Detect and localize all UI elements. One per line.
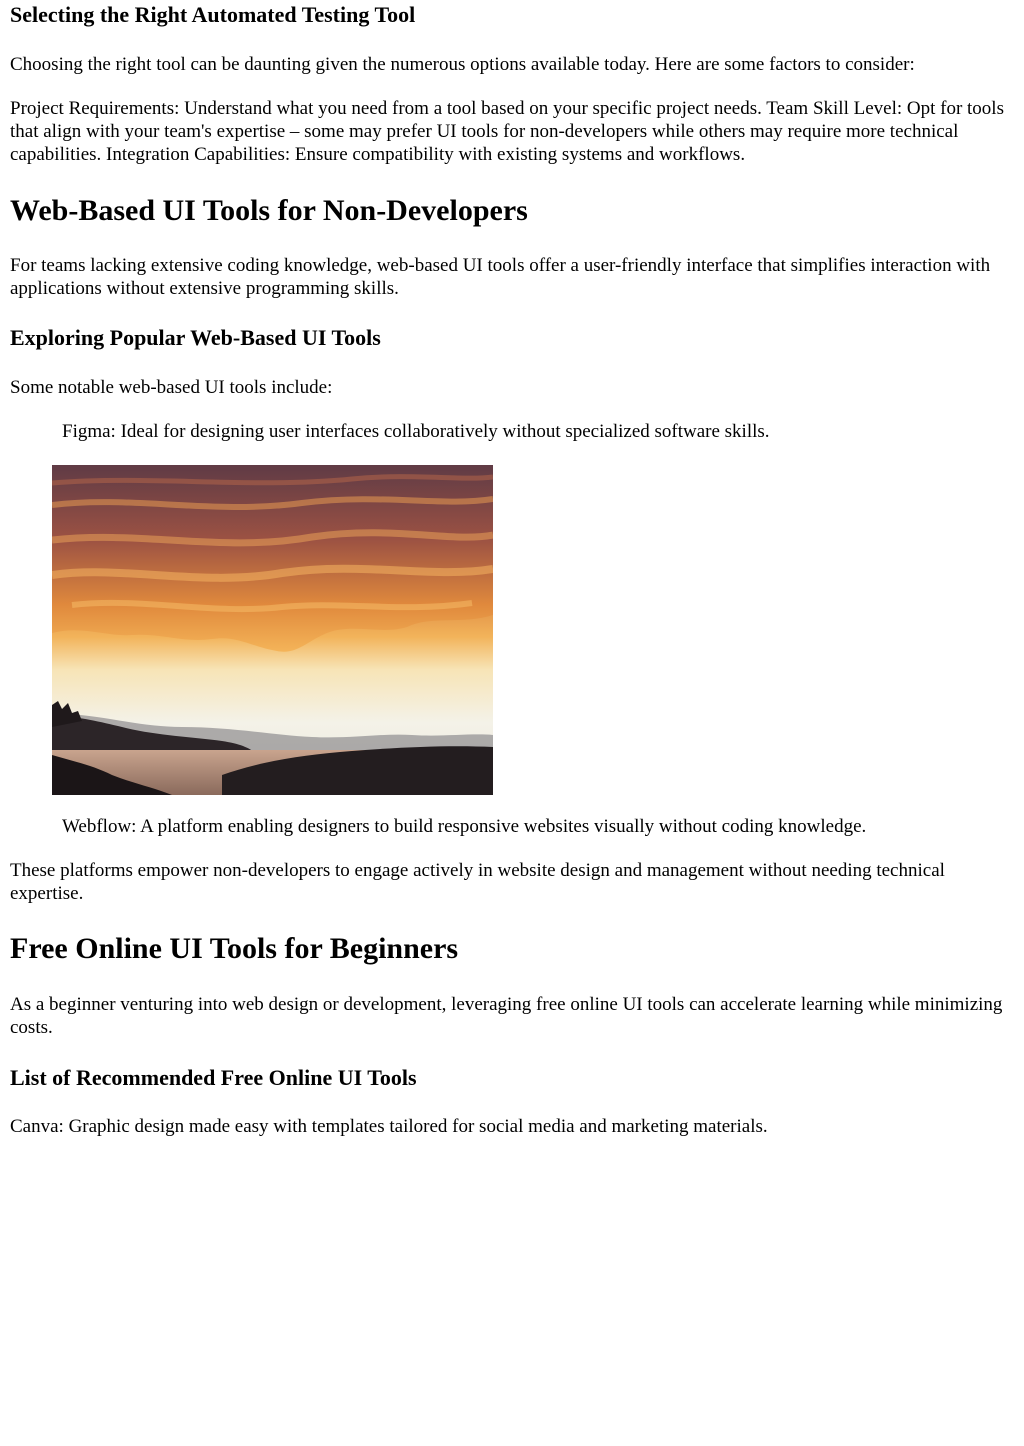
- web-tools-outro-paragraph: These platforms empower non-developers to engage actively in website design and management without needing technical expertise.: [10, 860, 945, 904]
- section-title-web-based-ui-tools: Web-Based UI Tools for Non-Developers: [10, 194, 528, 227]
- sunset-photo: [52, 465, 493, 795]
- section-title-free-online-ui-tools: Free Online UI Tools for Beginners: [10, 932, 459, 965]
- web-tools-intro-paragraph: For teams lacking extensive coding knowledge, web-based UI tools offer a user-friendly interface that simplifies interaction with applications without extensive programming skills.: [10, 255, 991, 299]
- subsection-title-recommended-free-tools: List of Recommended Free Online UI Tools: [10, 1065, 417, 1090]
- list-item-canva: Canva: Graphic design made easy with templates tailored for social media and marketing materials.: [10, 1116, 768, 1137]
- list-item-webflow: Webflow: A platform enabling designers to build responsive websites visually without coding knowledge.: [62, 816, 867, 837]
- factors-paragraph: Project Requirements: Understand what you need from a tool based on your specific project needs. Team Skill Level: Opt for tools that align with your team's expertise – some may prefer UI tools for non-developers while others may require more technical capabilities. Integration Capabilities: Ensure compatibility with existing systems and workflows.: [10, 98, 1004, 165]
- intro-paragraph: Choosing the right tool can be daunting given the numerous options available today. Here are some factors to consider:: [10, 54, 915, 75]
- section-title-selecting-tool: Selecting the Right Automated Testing Tool: [10, 2, 416, 27]
- free-tools-intro-paragraph: As a beginner venturing into web design or development, leveraging free online UI tools can accelerate learning while minimizing costs.: [10, 994, 1003, 1038]
- tools-lead-paragraph: Some notable web-based UI tools include:: [10, 377, 333, 398]
- list-item-figma: Figma: Ideal for designing user interfaces collaboratively without specialized software skills.: [62, 421, 770, 442]
- subsection-title-popular-tools: Exploring Popular Web-Based UI Tools: [10, 325, 381, 350]
